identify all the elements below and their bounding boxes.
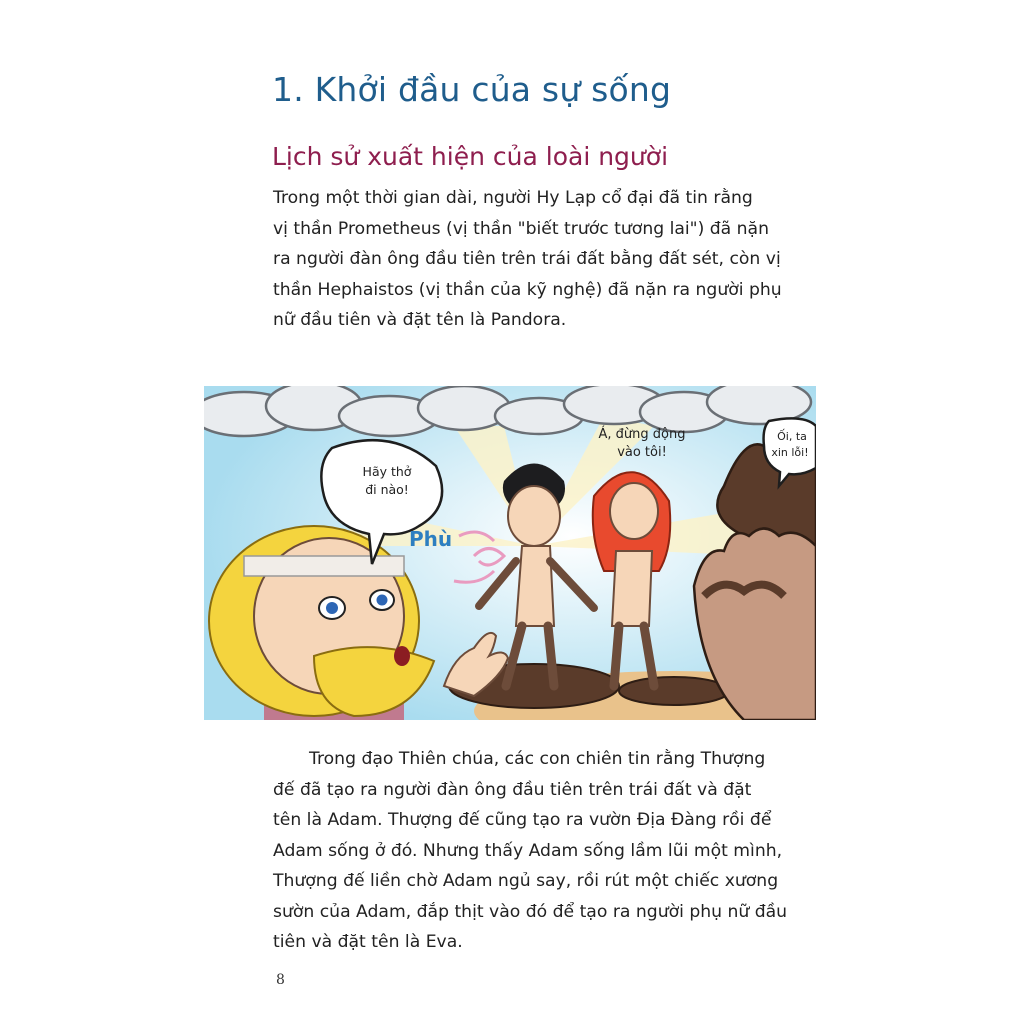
paragraph-christian-creation <box>273 744 787 958</box>
speech-text-line: Á, đừng động <box>598 427 686 442</box>
text-line: nữ đầu tiên và đặt tên là Pandora. <box>273 310 567 330</box>
text-line: thần Hephaistos (vị thần của kỹ nghệ) đã nặn ra người phụ <box>273 279 782 300</box>
paragraph-greek-myth <box>273 183 782 336</box>
text-line: tiên và đặt tên là Eva. <box>273 932 463 952</box>
text-line: sườn của Adam, đắp thịt vào đó để tạo ra người phụ nữ đầu <box>273 901 788 922</box>
sound-effect-text: Phù <box>409 527 453 551</box>
bubble-text-line: xin lỗi! <box>771 446 809 459</box>
clay-mound <box>619 677 729 705</box>
page-number: 8 <box>276 972 285 988</box>
text-line: Trong đạo Thiên chúa, các con chiên tin rằng Thượng <box>309 749 766 769</box>
text-line: Adam sống ở đó. Nhưng thấy Adam sống lầm lũi một mình, <box>273 840 783 861</box>
text-line: ra người đàn ông đầu tiên trên trái đất bằng đất sét, còn vị <box>273 249 781 269</box>
chapter-title: 1. Khởi đầu của sự sống <box>272 70 672 109</box>
text-line: vị thần Prometheus (vị thần "biết trước tương lai") đã nặn <box>273 218 769 239</box>
bubble-text-line: Ối, ta <box>777 430 807 443</box>
section-title: Lịch sử xuất hiện của loài người <box>272 142 669 171</box>
text-line: Thượng đế liền chờ Adam ngủ say, rồi rút một chiếc xương <box>273 871 779 891</box>
text-line: đế đã tạo ra người đàn ông đầu tiên trên trái đất và đặt <box>273 779 752 800</box>
bubble-text-line: đi nào! <box>365 482 409 497</box>
comic-illustration <box>204 386 816 720</box>
text-line: tên là Adam. Thượng đế cũng tạo ra vườn Địa Đàng rồi để <box>273 810 772 830</box>
text-line: Trong một thời gian dài, người Hy Lạp cổ đại đã tin rằng <box>273 188 753 208</box>
speech-text-line: vào tôi! <box>617 445 667 460</box>
bubble-text-line: Hãy thở <box>362 464 412 479</box>
